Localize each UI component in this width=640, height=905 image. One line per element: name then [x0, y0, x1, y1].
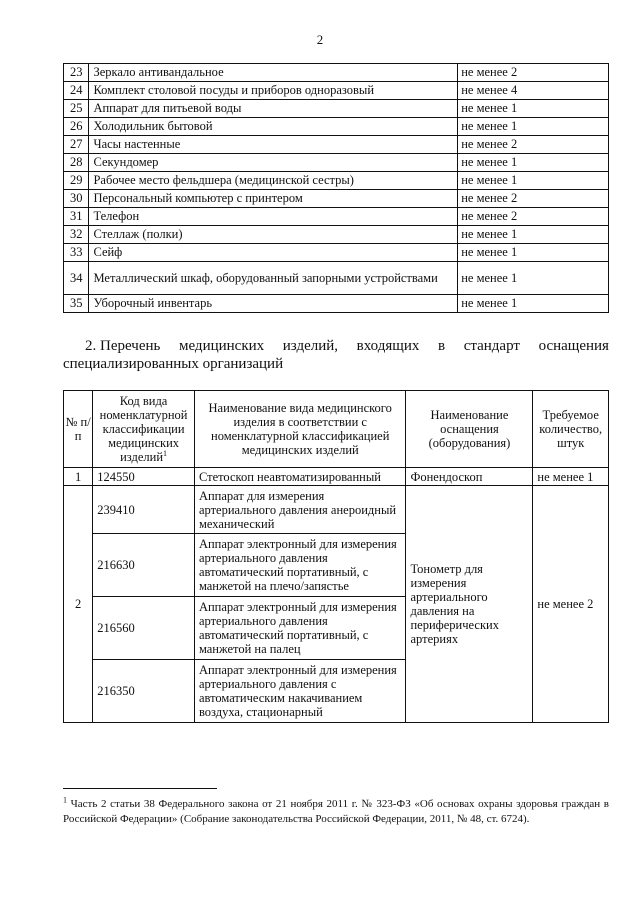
table-row: [64, 208, 609, 226]
table-row: [64, 486, 609, 534]
header-code: [93, 391, 195, 468]
item-quantity: не менее 1: [458, 295, 609, 313]
item-quantity: не менее 2: [458, 136, 609, 154]
item-quantity: не менее 2: [458, 208, 609, 226]
row-number: 34: [64, 262, 89, 295]
header-equipment: Наименование оснащения (оборудования): [406, 391, 533, 468]
item-quantity: не менее 1: [458, 172, 609, 190]
device-code: 216560: [93, 597, 195, 660]
item-quantity: не менее 1: [458, 100, 609, 118]
footnote-text: Часть 2 статьи 38 Федерального закона от 21 ноября 2011 г. № 323-ФЗ «Об основах охраны здоровья граждан в Российской Федерации» (Собрание законодательства Российской Федерации, 2011, № 48, ст. 6724).: [63, 798, 610, 825]
item-name: Телефон: [89, 208, 458, 226]
item-quantity: не менее 1: [458, 244, 609, 262]
item-quantity: не менее 2: [458, 64, 609, 82]
header-quantity: Требуемое количество, штук: [533, 391, 609, 468]
header-code-text: Код вида номенклатурной классификации медицинских изделий: [99, 394, 188, 464]
item-name: Холодильник бытовой: [89, 118, 458, 136]
medical-devices-table: [63, 390, 609, 723]
row-number: 23: [64, 64, 89, 82]
device-quantity: не менее 2: [533, 486, 609, 723]
heading-word: медицинских: [178, 338, 265, 354]
item-name: Часы настенные: [89, 136, 458, 154]
item-name: Секундомер: [89, 154, 458, 172]
heading-word: стандарт: [463, 338, 520, 354]
header-device-name: Наименование вида медицинского изделия в соответствии с номенклатурной классификацией медицинских изделий: [194, 391, 406, 468]
row-number: 27: [64, 136, 89, 154]
section-heading-line2: специализированных организаций: [63, 356, 284, 372]
item-name: Уборочный инвентарь: [89, 295, 458, 313]
footnote: [63, 797, 609, 827]
table-row: [64, 154, 609, 172]
item-name: Комплект столовой посуды и приборов одноразовый: [89, 82, 458, 100]
table-header-row: [64, 391, 609, 468]
item-quantity: не менее 1: [458, 118, 609, 136]
device-code: 216350: [93, 660, 195, 723]
device-quantity: не менее 1: [533, 468, 609, 486]
item-quantity: не менее 4: [458, 82, 609, 100]
table-row: [64, 64, 609, 82]
section-heading-line1: [63, 337, 609, 355]
device-code: 124550: [93, 468, 195, 486]
row-number: 29: [64, 172, 89, 190]
row-number: 26: [64, 118, 89, 136]
table-row: [64, 262, 609, 295]
item-name: Стеллаж (полки): [89, 226, 458, 244]
footnote-ref: 1: [163, 448, 168, 458]
header-number: № п/п: [64, 391, 93, 468]
section-heading: [63, 337, 609, 373]
item-name: Металлический шкаф, оборудованный запорными устройствами: [89, 262, 458, 295]
heading-word: изделий,: [282, 338, 339, 354]
item-name: Зеркало антивандальное: [89, 64, 458, 82]
item-name: Персональный компьютер с принтером: [89, 190, 458, 208]
item-quantity: не менее 1: [458, 226, 609, 244]
table-row: [64, 172, 609, 190]
item-quantity: не менее 1: [458, 154, 609, 172]
table-row: [64, 190, 609, 208]
table-row: [64, 468, 609, 486]
heading-word: оснащения: [538, 338, 609, 354]
footnote-divider: [63, 788, 217, 789]
heading-word: 2. Перечень: [85, 338, 161, 354]
item-name: Рабочее место фельдшера (медицинской сестры): [89, 172, 458, 190]
table-row: [64, 100, 609, 118]
footnote-mark: 1: [63, 795, 67, 805]
device-name: Аппарат электронный для измерения артериального давления автоматический портативный, с манжетой на палец: [194, 597, 406, 660]
equipment-table: [63, 63, 609, 313]
table-row: [64, 82, 609, 100]
row-number: 30: [64, 190, 89, 208]
row-number: 24: [64, 82, 89, 100]
row-number: 33: [64, 244, 89, 262]
item-name: Сейф: [89, 244, 458, 262]
table-row: [64, 295, 609, 313]
item-name: Аппарат для питьевой воды: [89, 100, 458, 118]
row-number: 1: [64, 468, 93, 486]
item-quantity: не менее 2: [458, 190, 609, 208]
table-row: [64, 118, 609, 136]
table-row: [64, 244, 609, 262]
device-name: Аппарат электронный для измерения артериального давления автоматический портативный, с манжетой на плечо/запястье: [194, 534, 406, 597]
device-name: Стетоскоп неавтоматизированный: [194, 468, 406, 486]
device-name: Аппарат электронный для измерения артериального давления с автоматическим накачиванием воздуха, стационарный: [194, 660, 406, 723]
table-row: [64, 226, 609, 244]
item-quantity: не менее 1: [458, 262, 609, 295]
heading-word: входящих: [356, 338, 420, 354]
equipment-name: Фонендоскоп: [406, 468, 533, 486]
row-number: 25: [64, 100, 89, 118]
row-number: 2: [64, 486, 93, 723]
row-number: 35: [64, 295, 89, 313]
device-code: 216630: [93, 534, 195, 597]
row-number: 32: [64, 226, 89, 244]
table-row: [64, 136, 609, 154]
row-number: 31: [64, 208, 89, 226]
row-number: 28: [64, 154, 89, 172]
page-number: 2: [316, 32, 324, 47]
device-name: Аппарат для измерения артериального давления анероидный механический: [194, 486, 406, 534]
equipment-name: Тонометр для измерения артериального давления на периферических артериях: [406, 486, 533, 723]
device-code: 239410: [93, 486, 195, 534]
heading-word: в: [438, 338, 446, 354]
